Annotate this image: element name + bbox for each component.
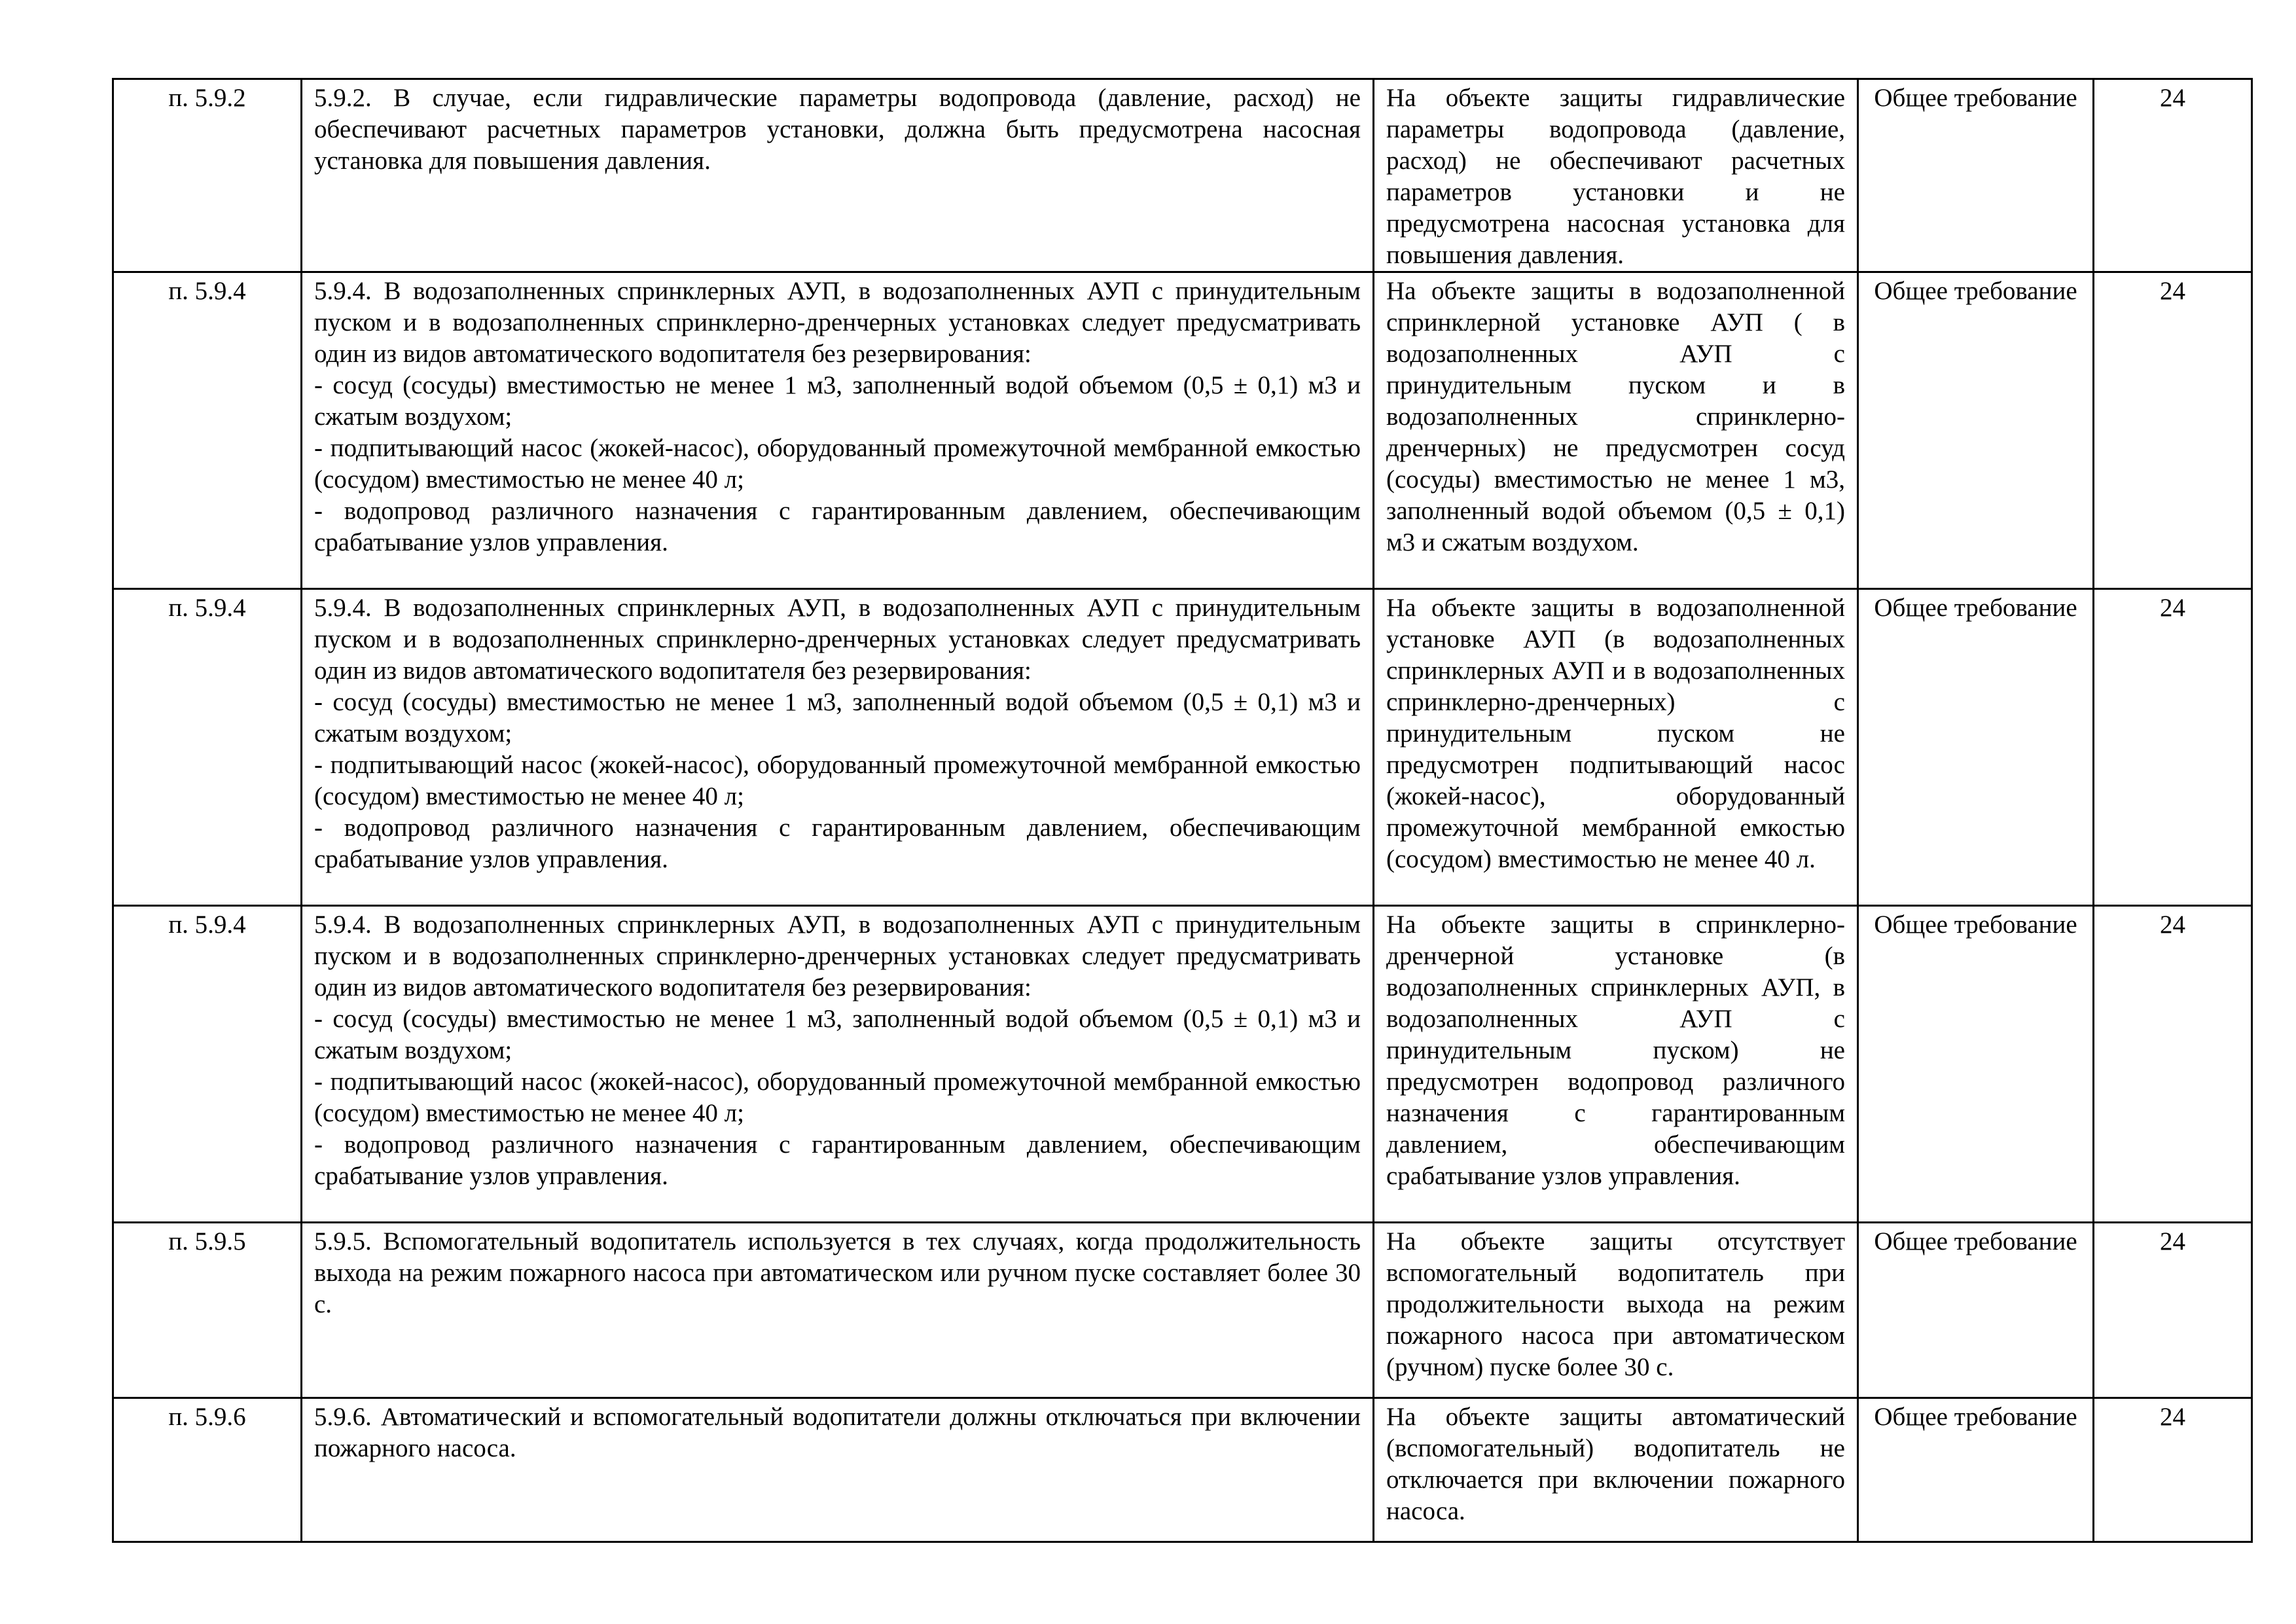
requirement-list-item: - сосуд (сосуды) вместимостью не менее 1 м3, заполненный водой объемом (0,5 ± 0,1) м3 и сжатым воздухом; xyxy=(314,1005,1361,1064)
page-number: 24 xyxy=(2094,272,2252,589)
requirement-type: Общее требование xyxy=(1858,906,2094,1223)
requirement-type: Общее требование xyxy=(1858,79,2094,272)
violation-description xyxy=(1374,589,1858,906)
violation-text: На объекте защиты в спринклерно-дренчерной установке (в водозаполненных спринклерных АУП, в водозаполненных АУП с принудительным пуском) не предусмотрен водопровод различного назначения с гарантированным давлением, обеспечивающим срабатывание узлов управления. xyxy=(1386,911,1845,1190)
requirement-list-item: - подпитывающий насос (жокей-насос), оборудованный промежуточной мембранной емкостью (сосудом) вместимостью не менее 40 л; xyxy=(314,1068,1361,1127)
requirement-list-item: - водопровод различного назначения с гарантированным давлением, обеспечивающим срабатывание узлов управления. xyxy=(314,497,1361,556)
violation-text: На объекте защиты гидравлические параметры водопровода (давление, расход) не обеспечивают расчетных параметров установки и не предусмотрена насосная установка для повышения давления. xyxy=(1386,84,1845,269)
table-row xyxy=(113,906,2252,1223)
requirement-paragraph: 5.9.6. Автоматический и вспомогательный водопитатели должны отключаться при включении пожарного насоса. xyxy=(314,1403,1361,1462)
requirement-text xyxy=(302,1223,1374,1398)
table-row xyxy=(113,1398,2252,1542)
requirement-paragraph: 5.9.4. В водозаполненных спринклерных АУП, в водозаполненных АУП с принудительным пуском и в водозаполненных спринклерно-дренчерных установках следует предусматривать один из видов автоматического водопитателя без резервирования: xyxy=(314,911,1361,1001)
page-number: 24 xyxy=(2094,1223,2252,1398)
clause-reference: п. 5.9.2 xyxy=(113,79,302,272)
requirement-list-item: - водопровод различного назначения с гарантированным давлением, обеспечивающим срабатывание узлов управления. xyxy=(314,814,1361,873)
requirement-paragraph: 5.9.4. В водозаполненных спринклерных АУП, в водозаполненных АУП с принудительным пуском и в водозаполненных спринклерно-дренчерных установках следует предусматривать один из видов автоматического водопитателя без резервирования: xyxy=(314,594,1361,685)
clause-reference: п. 5.9.6 xyxy=(113,1398,302,1542)
requirement-type: Общее требование xyxy=(1858,1398,2094,1542)
requirement-type: Общее требование xyxy=(1858,272,2094,589)
page-number: 24 xyxy=(2094,906,2252,1223)
requirement-text xyxy=(302,906,1374,1223)
requirement-paragraph: 5.9.5. Вспомогательный водопитатель используется в тех случаях, когда продолжительность выхода на режим пожарного насоса при автоматическом или ручном пуске составляет более 30 с. xyxy=(314,1227,1361,1318)
violation-text: На объекте защиты автоматический (вспомогательный) водопитатель не отключается при включении пожарного насоса. xyxy=(1386,1403,1845,1525)
violation-description xyxy=(1374,79,1858,272)
violation-text: На объекте защиты в водозаполненной спринклерной установке АУП ( в водозаполненных АУП с принудительным пуском и в водозаполненных спринклерно-дренчерных) не предусмотрен сосуд (сосуды) вместимостью не менее 1 м3, заполненный водой объемом (0,5 ± 0,1) м3 и сжатым воздухом. xyxy=(1386,277,1845,556)
requirement-text xyxy=(302,589,1374,906)
requirement-text xyxy=(302,1398,1374,1542)
table-row xyxy=(113,589,2252,906)
table-row xyxy=(113,79,2252,272)
violation-text: На объекте защиты в водозаполненной установке АУП (в водозаполненных спринклерных АУП и в водозаполненных спринклерно-дренчерных) с принудительным пуском не предусмотрен подпитывающий насос (жокей-насос), оборудованный промежуточной мембранной емкостью (сосудом) вместимостью не менее 40 л. xyxy=(1386,594,1845,873)
requirement-list-item: - подпитывающий насос (жокей-насос), оборудованный промежуточной мембранной емкостью (сосудом) вместимостью не менее 40 л; xyxy=(314,434,1361,494)
clause-reference: п. 5.9.4 xyxy=(113,589,302,906)
requirement-text xyxy=(302,79,1374,272)
table-row xyxy=(113,1223,2252,1398)
requirement-paragraph: 5.9.2. В случае, если гидравлические параметры водопровода (давление, расход) не обеспечивают расчетных параметров установки, должна быть предусмотрена насосная установка для повышения давления. xyxy=(314,84,1361,175)
requirement-list-item: - сосуд (сосуды) вместимостью не менее 1 м3, заполненный водой объемом (0,5 ± 0,1) м3 и сжатым воздухом; xyxy=(314,688,1361,748)
table-row xyxy=(113,272,2252,589)
clause-reference: п. 5.9.5 xyxy=(113,1223,302,1398)
violation-description xyxy=(1374,1398,1858,1542)
requirement-type: Общее требование xyxy=(1858,589,2094,906)
violation-description xyxy=(1374,1223,1858,1398)
requirement-list-item: - сосуд (сосуды) вместимостью не менее 1 м3, заполненный водой объемом (0,5 ± 0,1) м3 и сжатым воздухом; xyxy=(314,371,1361,431)
clause-reference: п. 5.9.4 xyxy=(113,906,302,1223)
requirement-list-item: - водопровод различного назначения с гарантированным давлением, обеспечивающим срабатывание узлов управления. xyxy=(314,1130,1361,1190)
requirement-type: Общее требование xyxy=(1858,1223,2094,1398)
violation-description xyxy=(1374,906,1858,1223)
page-number: 24 xyxy=(2094,589,2252,906)
page-number: 24 xyxy=(2094,1398,2252,1542)
requirement-text xyxy=(302,272,1374,589)
violation-text: На объекте защиты отсутствует вспомогательный водопитатель при продолжительности выхода на режим пожарного насоса при автоматическом (ручном) пуске более 30 с. xyxy=(1386,1227,1845,1381)
requirements-table xyxy=(112,78,2253,1543)
page-number: 24 xyxy=(2094,79,2252,272)
requirement-paragraph: 5.9.4. В водозаполненных спринклерных АУП, в водозаполненных АУП с принудительным пуском и в водозаполненных спринклерно-дренчерных установках следует предусматривать один из видов автоматического водопитателя без резервирования: xyxy=(314,277,1361,368)
violation-description xyxy=(1374,272,1858,589)
requirement-list-item: - подпитывающий насос (жокей-насос), оборудованный промежуточной мембранной емкостью (сосудом) вместимостью не менее 40 л; xyxy=(314,751,1361,810)
clause-reference: п. 5.9.4 xyxy=(113,272,302,589)
